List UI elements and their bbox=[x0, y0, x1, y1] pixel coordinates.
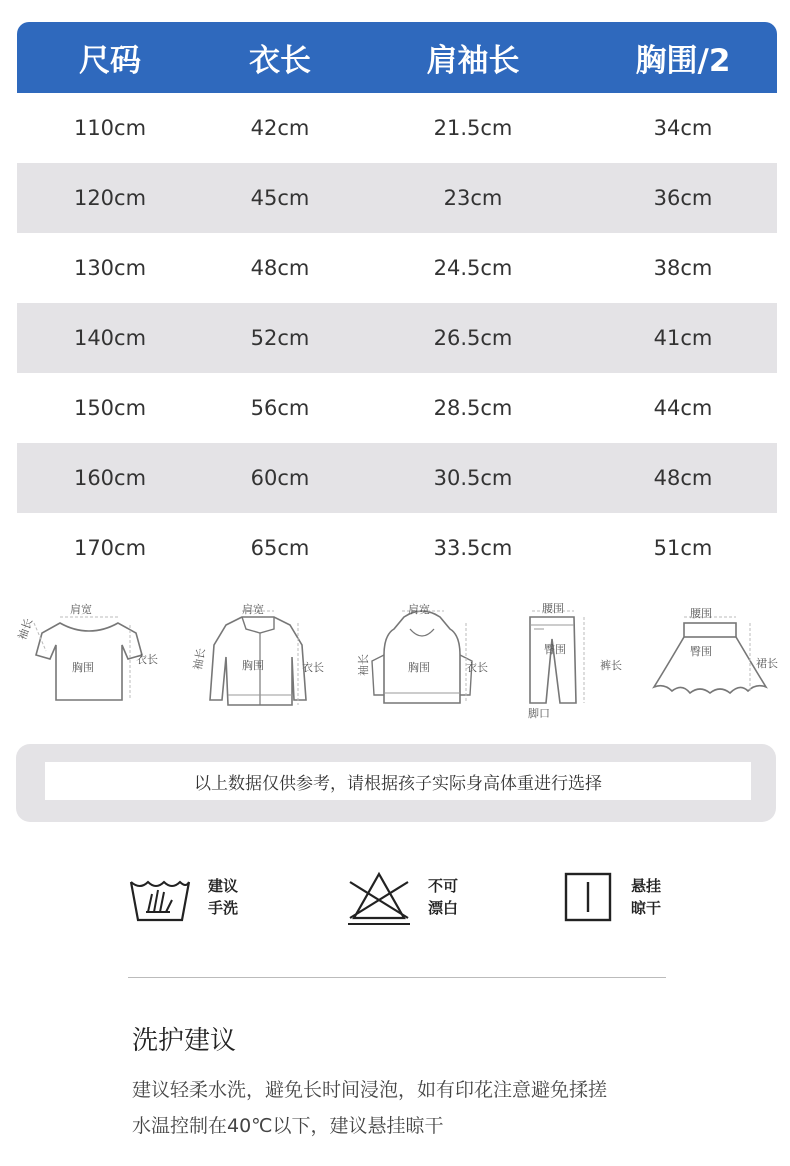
label-chest: 胸围 bbox=[242, 659, 264, 672]
label-hem: 脚口 bbox=[528, 707, 550, 720]
divider bbox=[128, 977, 666, 978]
table-row bbox=[17, 373, 777, 443]
label-sleeve: 袖长 bbox=[357, 654, 370, 676]
cell-length: 65cm bbox=[250, 536, 310, 560]
cell-half-chest: 34cm bbox=[653, 116, 713, 140]
cell-size: 130cm bbox=[73, 256, 147, 280]
wash-line-1: 建议轻柔水洗，避免长时间浸泡，如有印花注意避免揉搓 bbox=[132, 1079, 608, 1101]
label-hip: 臀围 bbox=[690, 645, 712, 658]
label-length: 衣长 bbox=[466, 661, 488, 674]
hoodie-diagram bbox=[352, 595, 502, 715]
cell-shoulder-sleeve: 23cm bbox=[443, 186, 503, 210]
cell-half-chest: 44cm bbox=[653, 396, 713, 420]
label-waist: 腰围 bbox=[542, 602, 564, 615]
label-length: 裙长 bbox=[756, 657, 778, 670]
care-no-bleach bbox=[346, 868, 458, 926]
cell-half-chest: 41cm bbox=[653, 326, 713, 350]
size-table bbox=[17, 22, 777, 583]
cell-length: 48cm bbox=[250, 256, 310, 280]
wash-title: 洗护建议 bbox=[132, 1026, 237, 1056]
cell-half-chest: 38cm bbox=[653, 256, 713, 280]
label-shoulder: 肩宽 bbox=[70, 603, 92, 616]
label-chest: 胸围 bbox=[408, 661, 430, 674]
cell-shoulder-sleeve: 33.5cm bbox=[433, 536, 513, 560]
header-size: 尺码 bbox=[79, 43, 141, 79]
care-label-line2: 漂白 bbox=[428, 899, 459, 917]
label-length: 衣长 bbox=[302, 661, 324, 674]
table-row bbox=[17, 443, 777, 513]
header-length: 衣长 bbox=[249, 43, 311, 79]
label-waist: 腰围 bbox=[690, 607, 712, 620]
no-bleach-icon bbox=[346, 868, 412, 926]
cell-shoulder-sleeve: 26.5cm bbox=[433, 326, 513, 350]
cell-length: 56cm bbox=[250, 396, 310, 420]
care-label-line2: 晾干 bbox=[631, 899, 662, 917]
table-row bbox=[17, 303, 777, 373]
pants-diagram bbox=[518, 595, 638, 720]
header-half-chest: 胸围/2 bbox=[635, 43, 731, 79]
hang-dry-icon bbox=[563, 868, 615, 926]
care-hand-wash bbox=[128, 868, 238, 926]
cell-length: 60cm bbox=[250, 466, 310, 490]
cell-size: 150cm bbox=[73, 396, 147, 420]
cell-shoulder-sleeve: 21.5cm bbox=[433, 116, 513, 140]
cell-half-chest: 36cm bbox=[653, 186, 713, 210]
table-row bbox=[17, 233, 777, 303]
label-shoulder: 肩宽 bbox=[242, 603, 264, 616]
cell-length: 52cm bbox=[250, 326, 310, 350]
skirt-diagram bbox=[650, 595, 785, 715]
care-label-line1: 不可 bbox=[428, 877, 459, 895]
label-length: 裤长 bbox=[600, 659, 622, 672]
cell-half-chest: 51cm bbox=[653, 536, 713, 560]
note-panel bbox=[16, 744, 776, 822]
size-table-header bbox=[17, 22, 777, 93]
cell-size: 160cm bbox=[73, 466, 147, 490]
label-length: 衣长 bbox=[136, 653, 158, 666]
label-shoulder: 肩宽 bbox=[408, 603, 430, 616]
hand-wash-icon bbox=[128, 868, 192, 926]
label-hip: 臀围 bbox=[544, 643, 566, 656]
cell-size: 110cm bbox=[73, 116, 147, 140]
cell-length: 45cm bbox=[250, 186, 310, 210]
measurement-diagrams bbox=[0, 595, 790, 725]
note-text: 以上数据仅供参考，请根据孩子实际身高体重进行选择 bbox=[45, 762, 751, 800]
table-row bbox=[17, 93, 777, 163]
cell-shoulder-sleeve: 30.5cm bbox=[433, 466, 513, 490]
care-label-line1: 悬挂 bbox=[631, 877, 662, 895]
care-label-line2: 手洗 bbox=[208, 899, 239, 917]
wash-line-2: 水温控制在40℃以下，建议悬挂晾干 bbox=[132, 1115, 444, 1137]
care-label-line1: 建议 bbox=[208, 877, 239, 895]
cell-half-chest: 48cm bbox=[653, 466, 713, 490]
jacket-diagram bbox=[186, 595, 331, 715]
cell-shoulder-sleeve: 24.5cm bbox=[433, 256, 513, 280]
label-sleeve: 袖长 bbox=[191, 647, 208, 672]
cell-length: 42cm bbox=[250, 116, 310, 140]
tshirt-diagram bbox=[14, 595, 164, 715]
table-row bbox=[17, 513, 777, 583]
cell-size: 170cm bbox=[73, 536, 147, 560]
label-chest: 胸围 bbox=[72, 661, 94, 674]
cell-shoulder-sleeve: 28.5cm bbox=[433, 396, 513, 420]
care-hang-dry bbox=[563, 868, 661, 926]
wash-instructions bbox=[132, 1072, 692, 1144]
label-sleeve: 袖长 bbox=[15, 616, 36, 642]
header-shoulder-sleeve: 肩袖长 bbox=[426, 43, 520, 79]
table-row bbox=[17, 163, 777, 233]
cell-size: 120cm bbox=[73, 186, 147, 210]
cell-size: 140cm bbox=[73, 326, 147, 350]
